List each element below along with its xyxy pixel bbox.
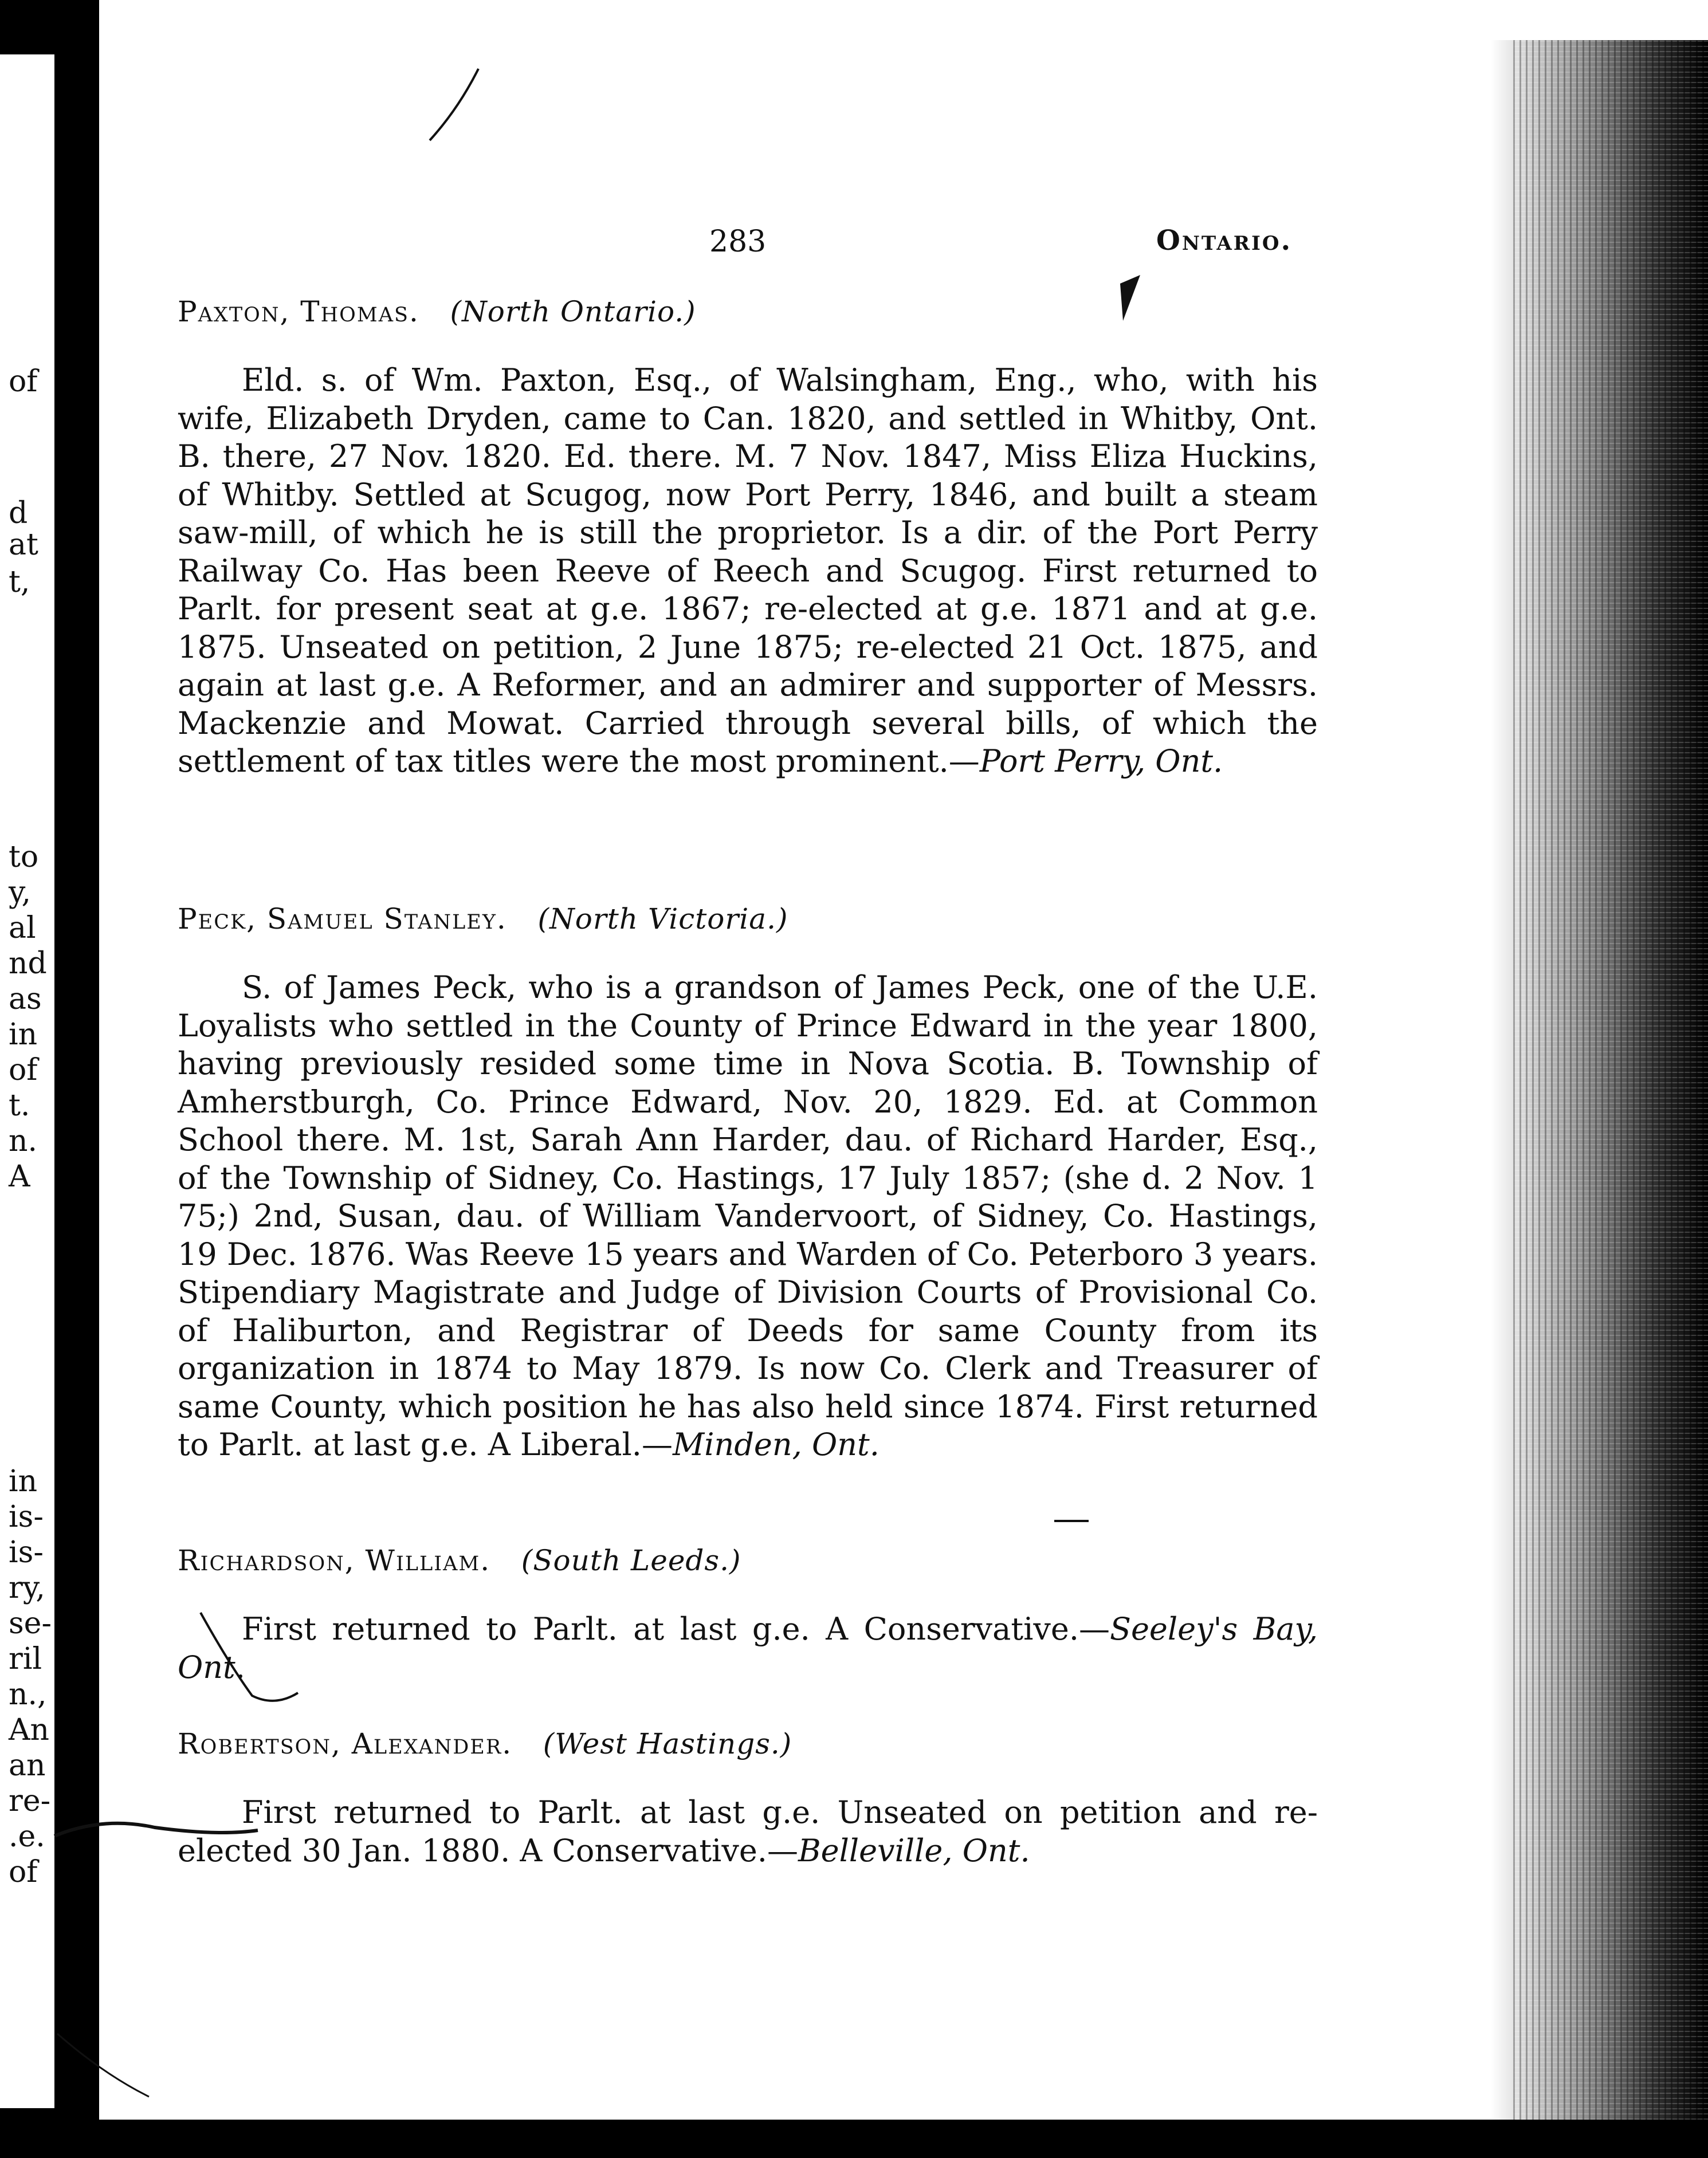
ink-mark [1120, 275, 1140, 321]
page-number: 283 [709, 225, 767, 259]
pen-stroke [57, 2034, 149, 2097]
facing-page-fragment: t, [9, 565, 30, 599]
entry-text: First returned to Parlt. at last g.e. A Conservative.— [242, 1611, 1110, 1647]
facing-page-fragment: nd [9, 946, 47, 981]
facing-page-fragment: in [9, 1464, 38, 1499]
facing-page-fragment: as [9, 982, 42, 1016]
facing-page-fragment: ril [9, 1642, 42, 1676]
facing-page-fragment: d [9, 496, 28, 530]
entry-riding: (North Victoria.) [537, 902, 788, 935]
entry-name: Robertson, Alexander. [178, 1727, 513, 1760]
facing-page-fragment: .e. [9, 1819, 45, 1854]
facing-page-fragment: to [9, 840, 39, 874]
entry-residence: Port Perry, Ont. [979, 743, 1223, 779]
facing-page-fragment: A [9, 1159, 30, 1194]
facing-page-fragment: of [9, 1053, 38, 1087]
entry-riding: (North Ontario.) [450, 295, 696, 328]
pen-stroke [430, 69, 478, 140]
entry-name: Peck, Samuel Stanley. [178, 902, 507, 935]
facing-page-fragment: in [9, 1017, 38, 1052]
facing-page-fragment: at [9, 528, 38, 562]
facing-page-fragment: se- [9, 1606, 52, 1641]
facing-page-fragment: is- [9, 1500, 44, 1534]
entry-riding: (South Leeds.) [521, 1544, 741, 1577]
entry-riding: (West Hastings.) [543, 1727, 792, 1760]
facing-page-fragment: re- [9, 1784, 51, 1818]
entry-name: Richardson, William. [178, 1544, 491, 1577]
pen-bracket [201, 1613, 298, 1701]
entry-text: S. of James Peck, who is a grandson of James Peck, one of the U.E. Loyalists who settled in the County of Prince Edward in the year 1800, having previously resided some time in Nova Scotia. B. Township of Amherstburgh, Co. Prince Edward, Nov. 20, 1829. Ed. at Common School there. M. 1st, Sarah Ann Harder, dau. of Richard Harder, Esq., of the Township of Sidney, Co. Hastings, 17 July 1857; (she d. 2 Nov. 1 75;) 2nd, Susan, dau. of William Vandervoort, of Sidney, Co. Hastings, 19 Dec. 1876. Was Reeve 15 years and Warden of Co. Peterboro 3 years. Stipendiary Magistrate and Judge of Division Courts of Provisional Co. of Haliburton, and Registrar of Deeds for same County from its organization in 1874 to May 1879. Is now Co. Clerk and Treasurer of same County, which position he has also held since 1874. First returned to Parlt. at last g.e. A Liberal.— [178, 969, 1318, 1463]
entry-name: Paxton, Thomas. [178, 295, 419, 328]
facing-page-fragment: An [9, 1713, 50, 1747]
pen-underline [54, 1823, 258, 1836]
facing-page-fragment: al [9, 911, 36, 945]
facing-page-fragment: is- [9, 1535, 44, 1570]
entry-text: First returned to Parlt. at last g.e. Unseated on petition and re-elected 30 Jan. 1880. A Conservative.— [178, 1794, 1318, 1869]
facing-page-fragment: an [9, 1748, 46, 1783]
entry-residence: Belleville, Ont. [798, 1832, 1030, 1869]
facing-page-fragment: y, [9, 875, 31, 910]
entry-text: Eld. s. of Wm. Paxton, Esq., of Walsingham, Eng., who, with his wife, Elizabeth Dryden, came to Can. 1820, and settled in Whitby, Ont. B. there, 27 Nov. 1820. Ed. there. M. 7 Nov. 1847, Miss Eliza Huckins, of Whitby. Settled at Scugog, now Port Perry, 1846, and built a steam saw-mill, of which he is still the proprietor. Is a dir. of the Port Perry Railway Co. Has been Reeve of Reech and Scugog. First returned to Parlt. for present seat at g.e. 1867; re-elected at g.e. 1871 and at g.e. 1875. Unseated on petition, 2 June 1875; re-elected 21 Oct. 1875, and again at last g.e. A Reformer, and an admirer and supporter of Messrs. Mackenzie and Mowat. Carried through several bills, of which the settlement of tax titles were the most prominent.— [178, 362, 1318, 779]
facing-page-fragment: ry, [9, 1571, 45, 1605]
section-title: Ontario. [1156, 225, 1293, 257]
facing-page-fragment: t. [9, 1088, 30, 1123]
facing-page-fragment: of [9, 1855, 38, 1889]
facing-page-fragment: of [9, 364, 38, 399]
facing-page-fragment: n., [9, 1677, 47, 1712]
entry-residence: Seeley's Bay, Ont. [178, 1611, 1318, 1685]
facing-page-fragment: n. [9, 1124, 38, 1158]
entry-residence: Minden, Ont. [672, 1426, 879, 1463]
scan-border-bottom [0, 2120, 1708, 2158]
